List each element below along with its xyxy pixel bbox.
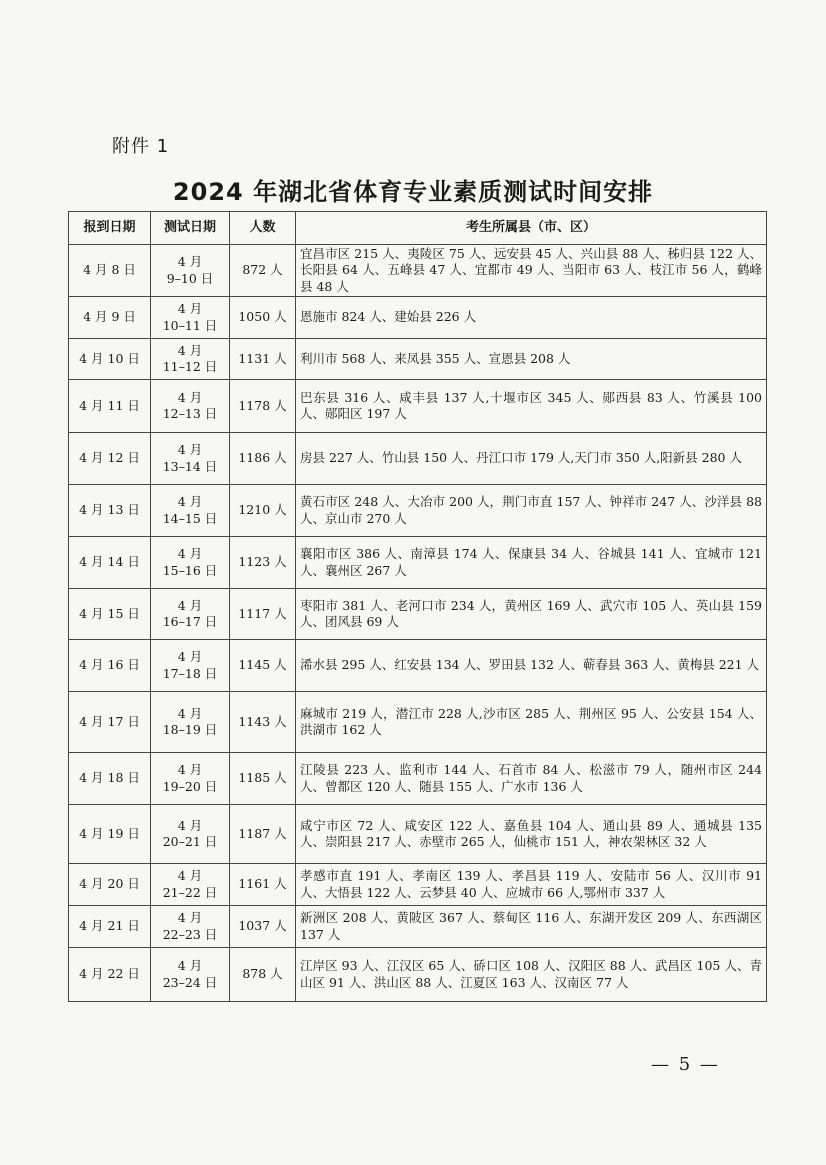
student-count: 1037 人: [230, 906, 296, 948]
report-date: 4 月 8 日: [69, 245, 151, 297]
test-range: 11–12 日: [162, 359, 218, 374]
test-month: 4 月: [177, 301, 203, 316]
test-range: 12–13 日: [162, 406, 218, 421]
test-month: 4 月: [177, 762, 203, 777]
county-list: 孝感市直 191 人、孝南区 139 人、孝昌县 119 人、安陆市 56 人、汉川市 91 人、大悟县 122 人、云梦县 40 人、应城市 66 人,鄂州市 337 人: [296, 864, 767, 906]
student-count: 1186 人: [230, 433, 296, 485]
table-row: [69, 485, 767, 537]
county-list: 枣阳市 381 人、老河口市 234 人，黄州区 169 人、武穴市 105 人、英山县 159 人、团风县 69 人: [296, 589, 767, 640]
student-count: 1210 人: [230, 485, 296, 537]
test-date: [151, 339, 230, 380]
test-month: 4 月: [177, 597, 203, 613]
test-month: 4 月: [177, 705, 203, 721]
table-row: [69, 537, 767, 589]
report-date: 4 月 13 日: [69, 485, 151, 537]
county-list: 江岸区 93 人、江汉区 65 人、硚口区 108 人、汉阳区 88 人、武昌区 105 人、青山区 91 人、洪山区 88 人、江夏区 163 人、汉南区 77 人: [296, 948, 767, 1002]
table-row: [69, 245, 767, 297]
header-counties: 考生所属县（市、区）: [296, 212, 767, 245]
student-count: 1131 人: [230, 339, 296, 380]
county-list: 咸宁市区 72 人、咸安区 122 人、嘉鱼县 104 人、通山县 89 人、通城县 135 人、崇阳县 217 人、赤壁市 265 人，仙桃市 151 人，神农架林区 32 人: [296, 805, 767, 864]
report-date: 4 月 15 日: [69, 589, 151, 640]
report-date: 4 月 22 日: [69, 948, 151, 1002]
report-date: 4 月 9 日: [69, 297, 151, 339]
test-range: 21–22 日: [162, 884, 218, 900]
report-date: 4 月 18 日: [69, 753, 151, 805]
test-range: 22–23 日: [162, 926, 218, 942]
test-date: [151, 906, 230, 948]
test-date: [151, 297, 230, 339]
table-header-row: [69, 212, 767, 245]
header-count: 人数: [230, 212, 296, 245]
test-date: [151, 692, 230, 753]
test-month: 4 月: [177, 546, 203, 561]
test-date: [151, 753, 230, 805]
report-date: 4 月 11 日: [69, 380, 151, 433]
test-month: 4 月: [177, 910, 203, 925]
report-date: 4 月 17 日: [69, 692, 151, 753]
test-range: 14–15 日: [162, 510, 218, 526]
county-list: 巴东县 316 人、咸丰县 137 人,十堰市区 345 人、郧西县 83 人、竹溪县 100 人、郧阳区 197 人: [296, 380, 767, 433]
county-list: 恩施市 824 人、建始县 226 人: [296, 297, 767, 339]
page-number: — 5 —: [651, 1054, 720, 1075]
county-list: 黄石市区 248 人、大冶市 200 人，荆门市直 157 人、钟祥市 247 人、沙洋县 88 人、京山市 270 人: [296, 485, 767, 537]
test-range: 10–11 日: [162, 317, 218, 333]
test-month: 4 月: [177, 494, 203, 509]
attachment-label: 附件 1: [112, 136, 170, 157]
student-count: 1187 人: [230, 805, 296, 864]
test-range: 18–19 日: [162, 722, 218, 737]
test-range: 19–20 日: [162, 778, 218, 794]
test-range: 15–16 日: [162, 562, 218, 578]
student-count: 1117 人: [230, 589, 296, 640]
test-date: [151, 805, 230, 864]
report-date: 4 月 21 日: [69, 906, 151, 948]
table-row: [69, 380, 767, 433]
page-title: 2024 年湖北省体育专业素质测试时间安排: [172, 178, 654, 206]
county-list: 江陵县 223 人、监利市 144 人、石首市 84 人、松滋市 79 人，随州市区 244 人、曾都区 120 人、随县 155 人、广水市 136 人: [296, 753, 767, 805]
test-month: 4 月: [177, 868, 203, 883]
county-list: 麻城市 219 人，潜江市 228 人,沙市区 285 人、荆州区 95 人、公安县 154 人、洪湖市 162 人: [296, 692, 767, 753]
table-row: [69, 297, 767, 339]
table-row: [69, 906, 767, 948]
table-row: [69, 589, 767, 640]
test-month: 4 月: [177, 342, 203, 358]
student-count: 1145 人: [230, 640, 296, 692]
county-list: 浠水县 295 人、红安县 134 人、罗田县 132 人、蕲春县 363 人、黄梅县 221 人: [296, 640, 767, 692]
student-count: 878 人: [230, 948, 296, 1002]
report-date: 4 月 20 日: [69, 864, 151, 906]
student-count: 872 人: [230, 245, 296, 297]
schedule-table: [68, 211, 767, 1002]
report-date: 4 月 19 日: [69, 805, 151, 864]
test-date: [151, 589, 230, 640]
table-row: [69, 948, 767, 1002]
test-date: [151, 485, 230, 537]
student-count: 1123 人: [230, 537, 296, 589]
test-range: 9–10 日: [166, 270, 214, 286]
student-count: 1178 人: [230, 380, 296, 433]
student-count: 1185 人: [230, 753, 296, 805]
county-list: 利川市 568 人、来凤县 355 人、宣恩县 208 人: [296, 339, 767, 380]
test-month: 4 月: [177, 442, 203, 457]
test-date: [151, 948, 230, 1002]
table-row: [69, 433, 767, 485]
report-date: 4 月 10 日: [69, 339, 151, 380]
student-count: 1050 人: [230, 297, 296, 339]
test-date: [151, 640, 230, 692]
test-month: 4 月: [177, 817, 203, 833]
test-date: [151, 380, 230, 433]
test-month: 4 月: [177, 958, 203, 973]
test-range: 20–21 日: [162, 834, 218, 849]
test-range: 16–17 日: [162, 614, 218, 629]
test-date: [151, 433, 230, 485]
table-row: [69, 339, 767, 380]
test-range: 23–24 日: [162, 974, 218, 990]
table-row: [69, 864, 767, 906]
test-month: 4 月: [177, 649, 203, 664]
test-date: [151, 864, 230, 906]
table-row: [69, 640, 767, 692]
header-test-date: 测试日期: [151, 212, 230, 245]
county-list: 襄阳市区 386 人、南漳县 174 人、保康县 34 人、谷城县 141 人、宜城市 121 人、襄州区 267 人: [296, 537, 767, 589]
test-date: [151, 537, 230, 589]
table-row: [69, 805, 767, 864]
county-list: 房县 227 人、竹山县 150 人、丹江口市 179 人,天门市 350 人,阳新县 280 人: [296, 433, 767, 485]
table-row: [69, 692, 767, 753]
test-date: [151, 245, 230, 297]
header-report-date: 报到日期: [69, 212, 151, 245]
county-list: 新洲区 208 人、黄陂区 367 人、蔡甸区 116 人、东湖开发区 209 人、东西湖区 137 人: [296, 906, 767, 948]
table-row: [69, 753, 767, 805]
test-month: 4 月: [177, 254, 203, 269]
report-date: 4 月 12 日: [69, 433, 151, 485]
report-date: 4 月 14 日: [69, 537, 151, 589]
test-range: 13–14 日: [162, 458, 218, 474]
report-date: 4 月 16 日: [69, 640, 151, 692]
student-count: 1143 人: [230, 692, 296, 753]
county-list: 宜昌市区 215 人、夷陵区 75 人、远安县 45 人、兴山县 88 人、秭归县 122 人、长阳县 64 人、五峰县 47 人、宜都市 49 人、当阳市 63 人、枝江市 56 人，鹤峰县 48 人: [296, 245, 767, 297]
student-count: 1161 人: [230, 864, 296, 906]
test-range: 17–18 日: [162, 665, 218, 681]
test-month: 4 月: [177, 389, 203, 405]
